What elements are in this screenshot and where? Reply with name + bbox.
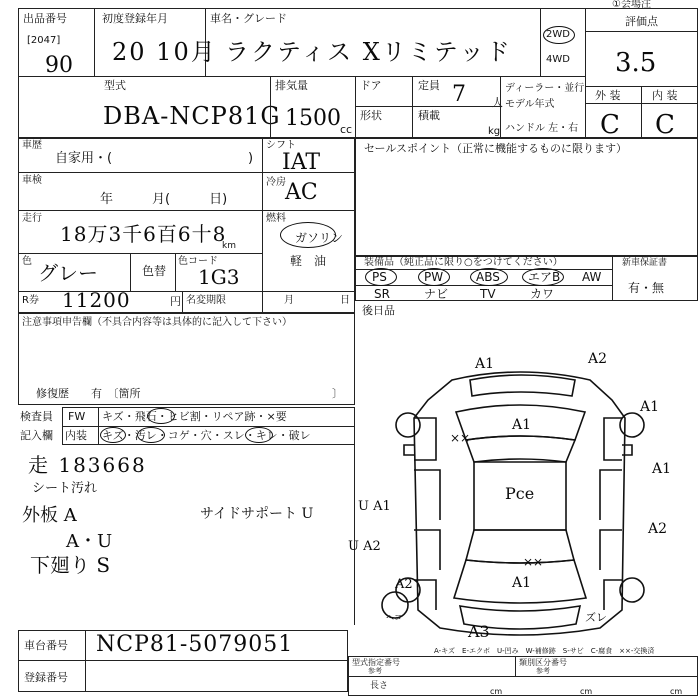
divider	[540, 8, 541, 76]
chassis-label: 車台番号	[24, 639, 68, 652]
lot-label: 出品番号	[23, 12, 67, 25]
after-label: 後日品	[362, 304, 395, 317]
mark-left-u1: U A1	[358, 499, 391, 514]
repair-close: 〕	[332, 387, 343, 400]
left-fender-front	[414, 418, 436, 460]
color-code-value: 1G3	[198, 265, 240, 289]
right-door-rear	[600, 530, 622, 570]
repair-label: 修復歴 有 〔箇所	[36, 387, 141, 400]
shift-label: シフト	[266, 140, 296, 151]
mirror-right	[622, 445, 632, 455]
memo-side: サイドサポート U	[200, 506, 314, 522]
history-value: 自家用・(	[55, 151, 113, 166]
equip-pw-circle	[418, 268, 450, 286]
equip-abs: ABS	[476, 270, 500, 284]
mark-front-a1: A1	[475, 356, 495, 372]
warranty-value: 有・無	[628, 281, 665, 295]
divider	[98, 407, 99, 445]
divider	[355, 76, 356, 138]
inspector-row1: キズ・飛石・ヒビ割・リペア跡・×要	[102, 410, 287, 423]
color-value: グレー	[38, 261, 98, 285]
load-label: 積載	[418, 109, 440, 122]
color-code-label: 色コード	[178, 256, 218, 267]
wheel-front-right	[620, 413, 644, 437]
car-outline	[414, 372, 625, 635]
ref-label2: 参考	[536, 667, 550, 675]
capacity-unit: 人	[492, 96, 503, 109]
equip-abs-circle	[470, 268, 508, 286]
equip-aw: AW	[582, 270, 602, 284]
legend-text: A-キズ E-エクボ U-凹み W-補修跡 S-サビ C-腐食 ××-交換済	[434, 647, 655, 655]
category-label: 類別区分番号	[519, 658, 567, 667]
mark-a3: A3	[468, 622, 490, 641]
divider	[62, 426, 355, 427]
equipment-title: 装備品（純正品に限り○をつけてください）	[364, 257, 563, 268]
recycle-value: 11200	[62, 288, 131, 312]
divider	[18, 76, 94, 77]
rear-window	[466, 530, 574, 563]
ref-label1: 参考	[368, 667, 382, 675]
memo-line2: シート汚れ	[32, 481, 98, 496]
mark-sub-label: ヘコ	[386, 613, 402, 622]
drive-circle	[543, 26, 575, 44]
memo-line5: 下廻り S	[30, 553, 111, 577]
caution-label: 注意事項申告欄（不具合内容等は具体的に記入して下さい）	[22, 317, 292, 328]
left-door-rear	[414, 530, 440, 570]
divider	[175, 253, 176, 291]
memo-line3: 外板 A	[22, 505, 77, 526]
interior-label: 内 装	[652, 89, 678, 102]
registration-label: 登録番号	[24, 671, 68, 684]
divider	[348, 676, 698, 677]
fuel-gasoline: ガソリン	[295, 231, 344, 245]
fuel-circle	[280, 222, 336, 248]
score-value: 3.5	[615, 48, 657, 78]
day-label: 日	[340, 295, 350, 306]
mileage-value: 18万3千6百6十8	[60, 222, 227, 246]
wear-circle	[245, 427, 273, 443]
shift-value: IAT	[282, 150, 321, 175]
model-value: DBA-NCP81G	[103, 102, 281, 130]
lot-code: [2047]	[27, 35, 61, 46]
mark-roof: Pce	[505, 484, 535, 503]
name-label: 車名・グレード	[210, 12, 287, 25]
mark-left-a2: U A2	[348, 539, 381, 554]
divider	[94, 8, 95, 76]
divider	[182, 291, 183, 313]
divider	[85, 630, 86, 692]
divider	[355, 106, 500, 107]
divider	[130, 253, 131, 291]
stain-circle	[137, 427, 165, 443]
sales-point-label: セールスポイント（正常に機能するものに限ります）	[364, 142, 628, 155]
model-year-label: モデル年式	[505, 99, 555, 110]
memo-line4: A・U	[66, 531, 113, 552]
fuel-diesel: 軽 油	[290, 254, 327, 268]
sales-point-frame	[355, 138, 698, 256]
inspector-row2: キズ・汚レ・コゲ・穴・スレ・キレ・破レ	[102, 429, 311, 442]
ac-value: AC	[285, 180, 318, 205]
interior-grade: C	[655, 110, 675, 140]
drive-2wd: 2WD	[546, 29, 570, 40]
divider	[585, 31, 698, 32]
cm-unit-3: cm	[670, 687, 683, 696]
left-door-front	[414, 470, 440, 520]
mark-left-xx: ××	[450, 431, 471, 445]
mark-rear-xx: ××	[523, 555, 544, 569]
divider	[18, 210, 355, 211]
displacement-value: 1500	[285, 106, 341, 131]
chassis-value: NCP81-5079051	[96, 632, 294, 657]
windshield	[466, 436, 575, 462]
mileage-label: 走行	[22, 213, 42, 224]
mark-hood-a1: A1	[512, 417, 532, 433]
mark-right-a1: A1	[652, 461, 672, 477]
divider	[18, 172, 355, 173]
drive-4wd: 4WD	[546, 54, 570, 65]
divider	[18, 253, 262, 254]
cm-unit-2: cm	[580, 687, 593, 696]
equip-airbag-circle	[522, 268, 564, 286]
first-reg-value: 20 10月	[112, 38, 217, 66]
inspector-fw: FW	[68, 410, 86, 423]
capacity-label: 定員	[418, 79, 440, 92]
venue-label: ①会場注	[612, 0, 651, 10]
equip-sr: SR	[374, 287, 390, 301]
divider	[94, 76, 585, 77]
km-unit: km	[222, 241, 236, 251]
type-designation-label: 型式指定番号	[352, 658, 400, 667]
wheel-front-left	[396, 413, 420, 437]
warranty-label: 新車保証書	[622, 258, 668, 268]
inspector-label1: 検査員	[20, 410, 53, 423]
mark-left-bottom-a2: A2	[395, 577, 413, 592]
dealer-label: ディーラー・並行	[505, 83, 585, 94]
divider	[612, 256, 613, 301]
history-label: 車歴	[22, 140, 42, 151]
color-change-label: 色替	[142, 264, 167, 278]
memo-line1: 走 183668	[28, 453, 147, 477]
kg-unit: kg	[488, 126, 501, 137]
equip-ps-circle	[365, 268, 397, 286]
equip-airbag: エアB	[528, 270, 561, 284]
left-fender-rear	[414, 580, 436, 610]
front-bumper	[470, 375, 575, 396]
divider	[500, 76, 501, 138]
equip-pw: PW	[424, 270, 444, 284]
right-fender-front	[604, 418, 622, 460]
handle-label: ハンドル 左・右	[505, 123, 579, 134]
mirror-left	[404, 445, 414, 455]
flying-stone-circle	[147, 408, 175, 424]
mark-right-a2: A2	[648, 521, 668, 537]
inspection-fields: 年 月( 日)	[100, 192, 228, 207]
mark-front-a2: A2	[588, 351, 608, 367]
divider	[585, 8, 586, 138]
divider	[515, 656, 516, 676]
scratch-circle	[100, 427, 126, 443]
name-change-label: 名変期限	[186, 295, 226, 306]
displacement-label: 排気量	[275, 79, 308, 92]
lot-number: 90	[45, 53, 73, 78]
length-label: 長さ	[370, 681, 389, 691]
divider	[270, 76, 271, 138]
yen-unit: 円	[170, 295, 181, 308]
door-label: ドア	[360, 79, 382, 92]
right-fender-rear	[604, 580, 622, 610]
cc-unit: cc	[340, 123, 353, 136]
divider	[18, 660, 348, 661]
score-label: 評価点	[625, 15, 658, 28]
mark-bumper-label: ズレ	[585, 611, 607, 624]
divider	[412, 76, 413, 138]
mark-right-a1-top: A1	[640, 399, 660, 415]
capacity-value: 7	[452, 82, 466, 107]
history-close: )	[248, 151, 254, 166]
ac-label: 冷房	[266, 177, 286, 188]
divider	[262, 138, 263, 313]
equip-tv: TV	[480, 287, 496, 301]
divider	[641, 86, 642, 138]
shape-label: 形状	[360, 109, 382, 122]
model-label: 型式	[104, 79, 126, 92]
exterior-grade: C	[600, 110, 620, 140]
wheel-rear-right	[620, 578, 644, 602]
inspector-interior: 内装	[65, 429, 87, 442]
mark-rear-a1: A1	[512, 575, 532, 591]
divider	[585, 103, 698, 104]
recycle-label: R券	[22, 295, 39, 306]
right-door-front	[600, 470, 622, 520]
inspector-label2: 記入欄	[20, 429, 53, 442]
color-label: 色	[22, 256, 32, 267]
equip-leather: カワ	[530, 287, 555, 301]
inspection-label: 車検	[22, 175, 42, 186]
exterior-label: 外 装	[595, 89, 621, 102]
month-label: 月	[284, 295, 294, 306]
name-value: ラクティス Xリミテッド	[225, 38, 512, 66]
fuel-label: 燃料	[266, 213, 286, 224]
equip-ps: PS	[372, 270, 387, 284]
equip-navi: ナビ	[424, 287, 449, 301]
first-reg-label: 初度登録年月	[102, 12, 168, 25]
cm-unit-1: cm	[490, 687, 503, 696]
